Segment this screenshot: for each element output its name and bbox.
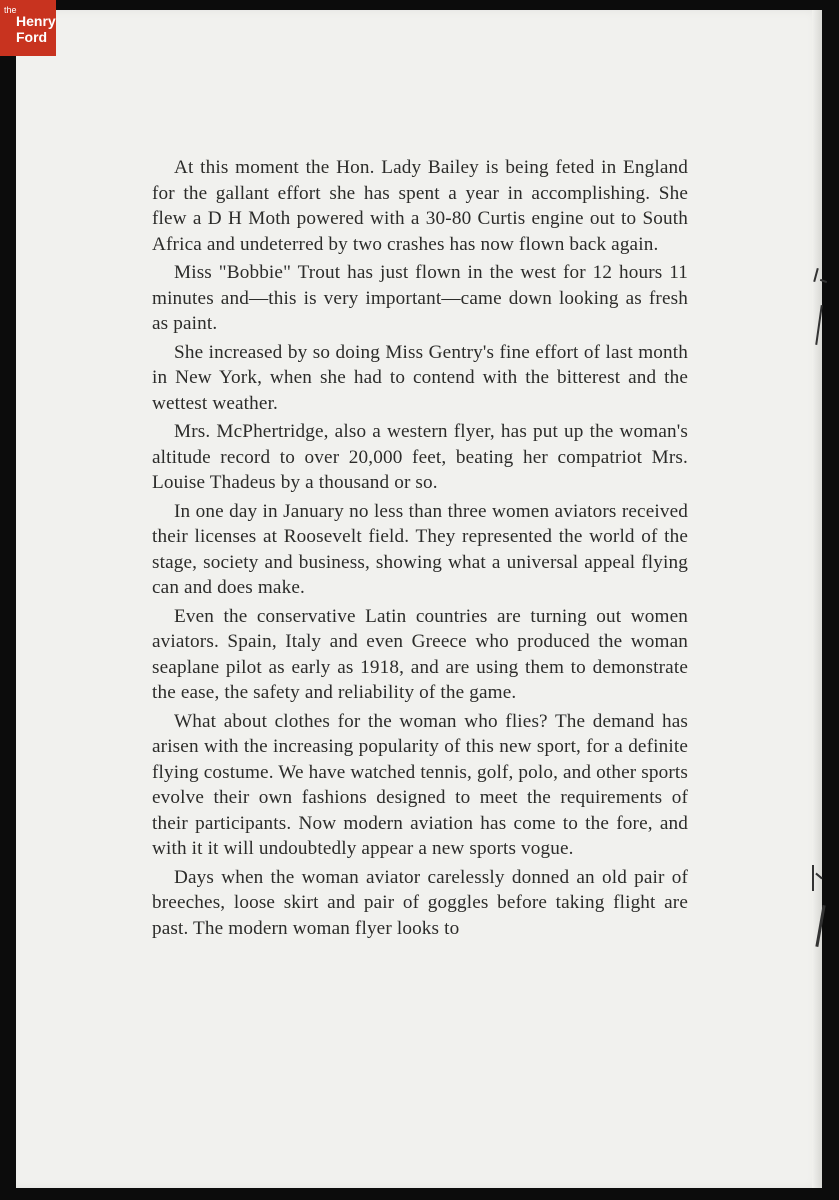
- paragraph-miss-gentry: She increased by so doing Miss Gentry's fine effort of last month in New York, when she had to contend with the bitterest and the wettest weather.: [152, 341, 688, 414]
- article-body: [152, 155, 688, 944]
- paragraph-mcphertridge: Mrs. McPhertridge, also a western flyer, has put up the woman's altitude record to over 20,000 feet, beating her compatriot Mrs. Louise Thadeus by a thousand or so.: [152, 421, 688, 493]
- margin-mark: [812, 865, 814, 891]
- paragraph-modern-flyer: Days when the woman aviator carelessly donned an old pair of breeches, loose skirt and pair of goggles before taking flight are past. The modern woman flyer looks to: [152, 866, 688, 939]
- paragraph-latin-countries: Even the conservative Latin countries are turning out women aviators. Spain, Italy and even Greece who produced the woman seaplane pilot as early as 1918, and are using them to demonstrate the ease, the safety and reliability of the game.: [152, 605, 688, 703]
- paragraph-bobbie-trout: Miss "Bobbie" Trout has just flown in the west for 12 hours 11 minutes and—this is very important—came down looking as fresh as paint.: [152, 262, 688, 334]
- page-spine-shadow: [812, 10, 822, 1188]
- paragraph-roosevelt-field: In one day in January no less than three women aviators received their licenses at Roosevelt field. They represented the world of the stage, society and business, showing what a universal appeal flying can and does make.: [152, 500, 688, 598]
- logo-the: the: [4, 5, 17, 15]
- paragraph-lady-bailey: At this moment the Hon. Lady Bailey is being feted in England for the gallant effort she has spent a year in accomplishing. She flew a D H Moth powered with a 30-80 Curtis engine out to South Africa and undeterred by two crashes has now flown back again.: [152, 157, 688, 255]
- logo-ford: Ford: [16, 29, 48, 45]
- paragraph-flying-clothes: What about clothes for the woman who flies? The demand has arisen with the increasing popularity of this new sport, for a definite flying costume. We have watched tennis, golf, polo, and other sports evolve their own fashions designed to meet the requirements of their participants. Now modern aviation has come to the fore, and with it it will undoubtedly appear a new sports vogue.: [152, 710, 688, 859]
- logo-henry: Henry: [16, 13, 56, 29]
- henry-ford-logo: [0, 0, 56, 56]
